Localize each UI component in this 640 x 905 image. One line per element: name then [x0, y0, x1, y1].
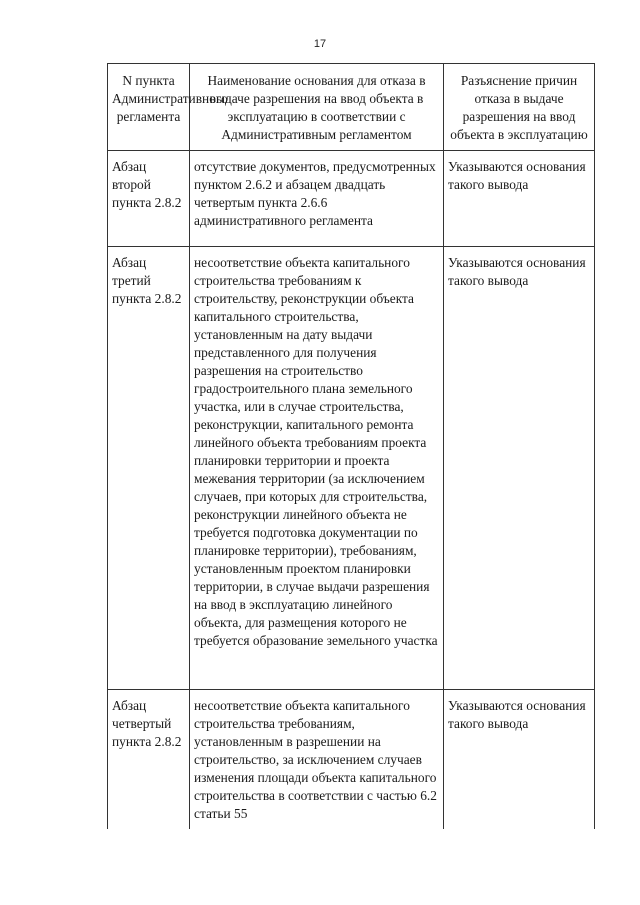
explanation-cell	[444, 247, 595, 690]
page-number: 17	[313, 38, 327, 50]
clause-text: Абзац третий пункта 2.8.2	[112, 255, 182, 306]
clause-text: Абзац второй пункта 2.8.2	[112, 159, 182, 210]
ground-text: несоответствие объекта капитального строительства требованиям к строительству, реконструкции объекта капитального строительства, установленным на дату выдачи представленного для получения разрешения на строительство градостроительного плана земельного участка, или в случае строительства, реконструкции, капитального ремонта линейного объекта требованиям проекта планировки территории и проекта межевания территории (за исключением случаев, при которых для строительства, реконструкции линейного объекта не требуется подготовка документации по планировке территории), требованиям, установленным проектом планировки территории, в случае выдачи разрешения на ввод в эксплуатацию линейного объекта, для размещения которого не требуется образование земельного участка	[194, 255, 438, 648]
table-row	[108, 690, 595, 830]
ground-text: несоответствие объекта капитального строительства требованиям, установленным в разрешении на строительство, за исключением случаев изменения площади объекта капитального строительства в соответствии с частью 6.2 статьи 55	[194, 698, 437, 821]
header-clause-number	[108, 64, 228, 151]
explanation-cell	[444, 690, 595, 830]
header-refusal-explanation-text: Разъяснение причин отказа в выдаче разрешения на ввод объекта в эксплуатацию	[450, 73, 588, 142]
header-refusal-explanation	[444, 64, 595, 151]
header-refusal-ground	[190, 64, 444, 151]
explanation-cell	[444, 151, 595, 247]
ground-cell	[190, 690, 444, 830]
ground-text: отсутствие документов, предусмотренных пунктом 2.6.2 и абзацем двадцать четвертым пункта 2.6.6 административного регламента	[194, 159, 436, 228]
refusal-grounds-table	[107, 63, 595, 829]
clause-cell	[108, 151, 190, 247]
ground-cell	[190, 151, 444, 247]
explanation-text: Указываются основания такого вывода	[448, 255, 586, 288]
table-row	[108, 151, 595, 247]
clause-cell	[108, 247, 190, 690]
table-row	[108, 247, 595, 690]
explanation-text: Указываются основания такого вывода	[448, 698, 586, 731]
clause-cell	[108, 690, 190, 830]
clause-text: Абзац четвертый пункта 2.8.2	[112, 698, 182, 749]
table-header-row	[108, 64, 595, 151]
header-refusal-ground-text: Наименование основания для отказа в выдаче разрешения на ввод объекта в эксплуатацию в соответствии с Административным регламентом	[207, 73, 426, 142]
header-clause-number-text: N пункта Административного регламента	[112, 73, 228, 124]
explanation-text: Указываются основания такого вывода	[448, 159, 586, 192]
ground-cell	[190, 247, 444, 690]
